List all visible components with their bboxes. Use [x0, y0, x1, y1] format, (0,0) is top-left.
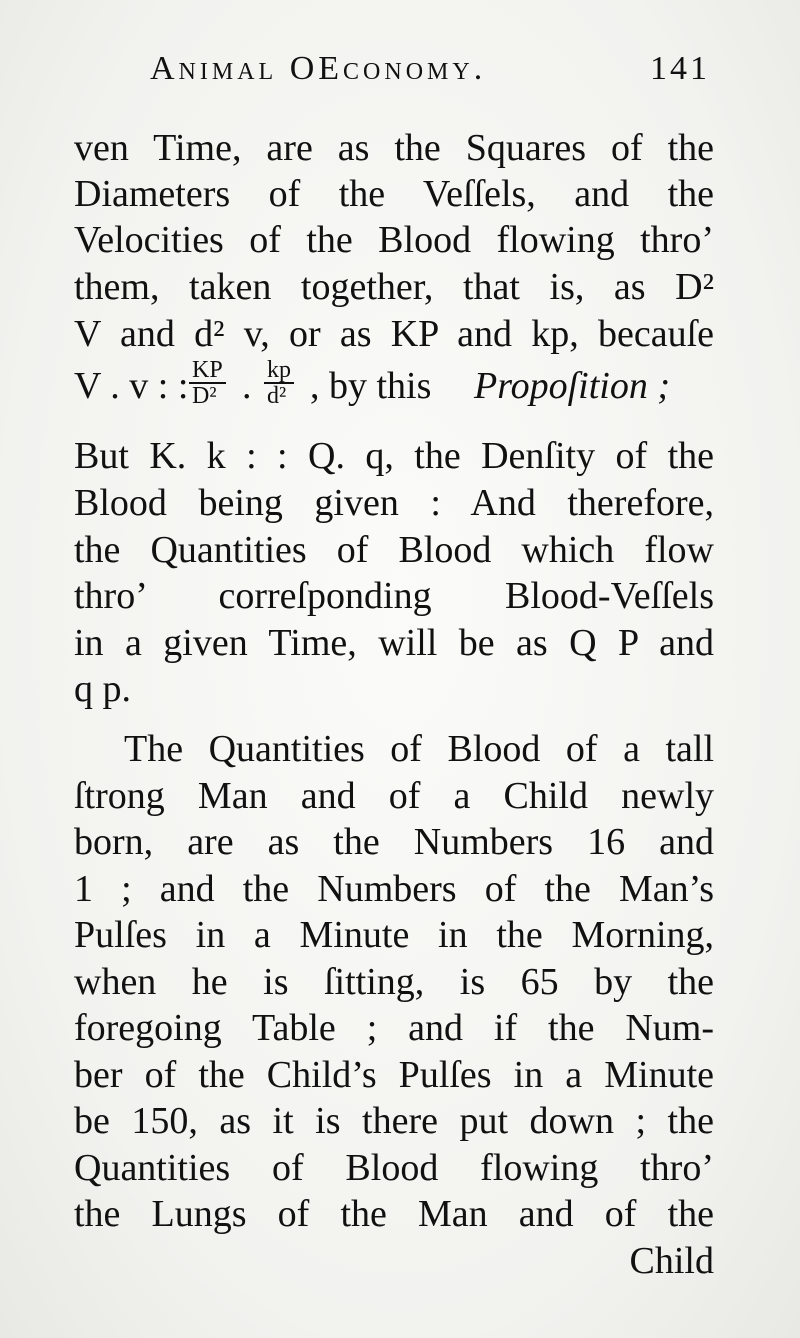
text-line: foregoing Table ; and if the Num- [74, 1007, 714, 1049]
text-line: 1 ; and the Numbers of the Man’s [74, 868, 714, 910]
text-line: the Quantities of Blood which flow [74, 529, 714, 571]
text-line: be 150, as it is there put down ; the [74, 1100, 714, 1142]
catchword: Child [629, 1240, 714, 1282]
text-line: Diameters of the Veſſels, and the [74, 173, 714, 215]
text-line: ſtrong Man and of a Child newly [74, 775, 714, 817]
text-line: But K. k : : Q. q, the Denſity of the [74, 435, 714, 477]
text-line: born, are as the Numbers 16 and [74, 821, 714, 863]
text-line: V and d² v, or as KP and kp, becauſe [74, 313, 714, 355]
italic-proposition: Propoſition ; [474, 365, 670, 407]
fraction-kp-d2-small [264, 358, 294, 408]
text-line: Blood being given : And therefore, [74, 482, 714, 524]
text-line: thro’ correſponding Blood-Veſſels [74, 575, 714, 617]
fraction-denominator: d² [267, 383, 287, 409]
text-line: Velocities of the Blood flowing thro’ [74, 219, 714, 261]
text-line: Quantities of Blood flowing thro’ [74, 1147, 714, 1189]
fraction-line [74, 356, 714, 416]
fraction-denominator: D² [192, 383, 217, 409]
ratio-dot: . [242, 365, 252, 407]
running-header [150, 50, 710, 100]
fraction-tail: , by this [310, 365, 432, 407]
text-line: the Lungs of the Man and of the [74, 1193, 714, 1235]
header-title: Animal OEconomy. [150, 50, 487, 87]
text-line: ven Time, are as the Squares of the [74, 127, 714, 169]
fraction-numerator: kp [264, 358, 294, 384]
page-number: 141 [650, 50, 710, 87]
text-line: The Quantities of Blood of a tall [124, 728, 714, 770]
text-line: q p. [74, 668, 131, 710]
fraction-kp-d2 [189, 358, 226, 408]
text-line: them, taken together, that is, as D² [74, 266, 714, 308]
text-line: when he is ſitting, is 65 by the [74, 961, 714, 1003]
text-line: in a given Time, will be as Q P and [74, 622, 714, 664]
fraction-numerator: KP [189, 358, 226, 384]
text-line: ber of the Child’s Pulſes in a Minute [74, 1054, 714, 1096]
ratio-lead: V . v : : [74, 365, 189, 407]
text-line: Pulſes in a Minute in the Morning, [74, 914, 714, 956]
